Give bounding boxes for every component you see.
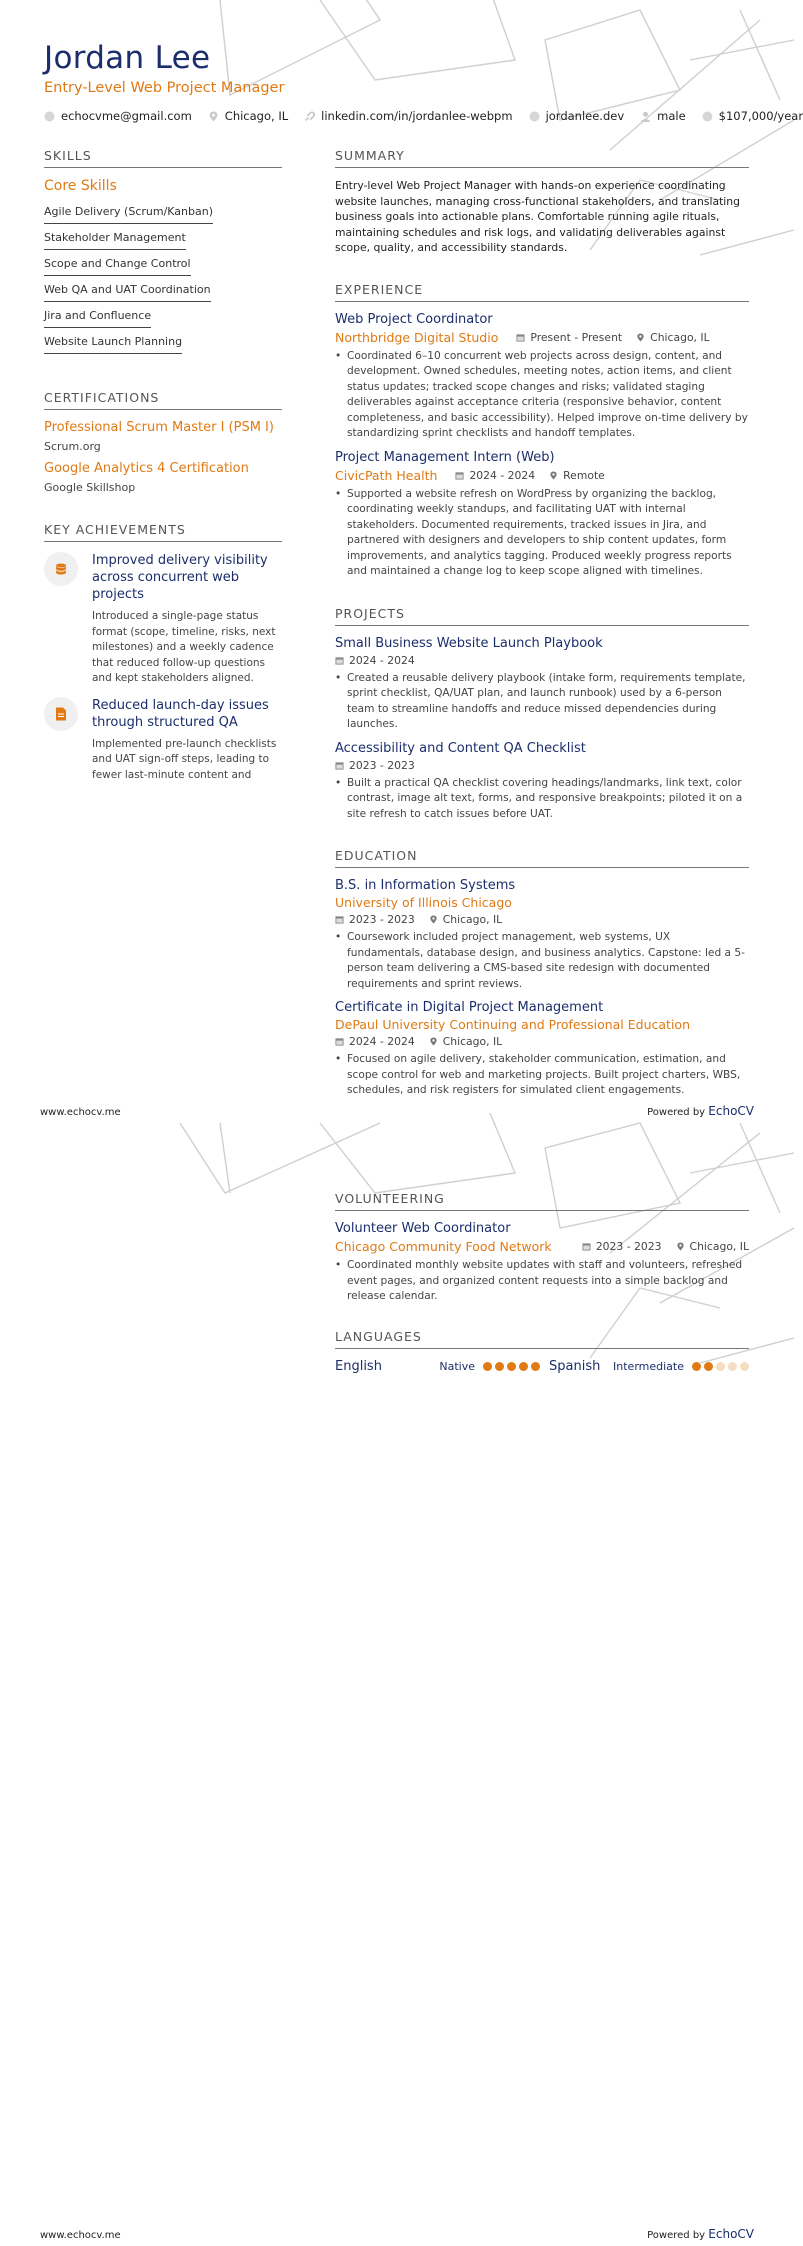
skill-item: Stakeholder Management xyxy=(44,226,186,250)
certifications-heading: CERTIFICATIONS xyxy=(44,390,282,410)
skill-item: Web QA and UAT Coordination xyxy=(44,278,211,302)
project-bullet: • Built a practical QA checklist covering headings/landmarks, link text, color contrast, image alt text, forms, and responsive breakpoints; piloted it on a site refresh to catch issues before UAT. xyxy=(335,776,749,823)
achievement-description: Implemented pre-launch checklists and UAT sign-off steps, leading to fewer last-minute content and xyxy=(92,737,277,781)
experience-title: Web Project Coordinator xyxy=(335,311,493,327)
project-item xyxy=(335,636,749,733)
certification-org: Google Skillshop xyxy=(44,481,136,494)
calendar-icon xyxy=(335,761,344,770)
rating-dot-filled xyxy=(483,1362,492,1371)
resume-page-2 xyxy=(0,1123,794,2246)
volunteering-item xyxy=(335,1221,749,1305)
education-item xyxy=(335,878,749,992)
location-icon xyxy=(208,111,219,122)
location-icon xyxy=(636,333,645,342)
certification-name: Professional Scrum Master I (PSM I) xyxy=(44,420,274,435)
language-item xyxy=(335,1359,540,1374)
experience-company: Northbridge Digital Studio xyxy=(335,329,499,345)
certification-name: Google Analytics 4 Certification xyxy=(44,461,249,476)
location-icon xyxy=(676,1242,685,1251)
rating-dot-empty xyxy=(740,1362,749,1371)
rating-dot-filled xyxy=(507,1362,516,1371)
experience-heading: EXPERIENCE xyxy=(335,282,749,302)
contact-location-text: Chicago, IL xyxy=(224,109,289,123)
rating-dot-filled xyxy=(692,1362,701,1371)
footer-powered-by: Powered by xyxy=(647,2230,706,2241)
footer-site-link[interactable]: www.echocv.me xyxy=(40,1107,121,1118)
calendar-icon xyxy=(455,471,464,480)
money-icon xyxy=(702,111,713,122)
location-icon xyxy=(429,1037,438,1046)
project-dates: 2024 - 2024 xyxy=(349,653,415,667)
location-icon xyxy=(429,915,438,924)
education-degree: Certificate in Digital Project Management xyxy=(335,1000,604,1015)
contact-salary-text: $107,000/year xyxy=(718,109,803,123)
education-degree: B.S. in Information Systems xyxy=(335,878,516,893)
project-title: Accessibility and Content QA Checklist xyxy=(335,740,586,756)
education-school: DePaul University Continuing and Professional Education xyxy=(335,1017,690,1032)
languages-list xyxy=(335,1359,749,1374)
globe-icon xyxy=(529,111,540,122)
rating-dot-filled xyxy=(531,1362,540,1371)
experience-company: CivicPath Health xyxy=(335,467,438,483)
footer-site-link[interactable]: www.echocv.me xyxy=(40,2230,121,2241)
experience-item xyxy=(335,312,749,442)
education-item xyxy=(335,1000,749,1099)
left-column xyxy=(44,148,282,793)
contact-linkedin-text: linkedin.com/in/jordanlee-webpm xyxy=(321,109,513,123)
education-heading: EDUCATION xyxy=(335,848,749,868)
calendar-icon xyxy=(335,1037,344,1046)
projects-heading: PROJECTS xyxy=(335,606,749,626)
project-dates: 2023 - 2023 xyxy=(349,758,415,772)
email-icon xyxy=(44,111,55,122)
right-column xyxy=(335,148,749,1099)
education-dates: 2023 - 2023 xyxy=(349,913,415,926)
education-school: University of Illinois Chicago xyxy=(335,895,512,910)
volunteering-dates: 2023 - 2023 xyxy=(595,1240,662,1253)
achievement-title: Reduced launch-day issues through structured QA xyxy=(92,697,269,730)
contact-website-text: jordanlee.dev xyxy=(545,109,625,123)
achievements-heading: KEY ACHIEVEMENTS xyxy=(44,522,282,542)
experience-bullet: • Coordinated 6–10 concurrent web projects across design, content, and development. Owned schedules, meeting notes, action items, and client status updates; tracked scope changes and risks; validated staging deliverables against acceptance criteria (responsive behavior, content completeness, and basic accessibility). Helped improve on-time delivery by standardizing sprint checklists and handoff templates. xyxy=(335,349,749,442)
summary-text: Entry-level Web Project Manager with hands-on experience coordinating website launches, managing cross-functional stakeholders, and translating business goals into actionable plans. Comfortable running agile rituals, maintaining schedules and risk logs, and validating deliverables against scope, quality, and accessibility standards. xyxy=(335,179,740,254)
contact-website[interactable] xyxy=(529,109,625,123)
achievement-title: Improved delivery visibility across concurrent web projects xyxy=(92,553,268,602)
education-bullet: • Focused on agile delivery, stakeholder communication, estimation, and scope control for web and marketing projects. Built project charters, WBS, schedules, and risk registers for simulated client engagements. xyxy=(335,1052,749,1099)
rating-dot-filled xyxy=(495,1362,504,1371)
contact-bar xyxy=(44,109,803,123)
education-dates: 2024 - 2024 xyxy=(349,1035,415,1048)
volunteering-org: Chicago Community Food Network xyxy=(335,1239,552,1254)
footer-brand[interactable]: EchoCV xyxy=(708,2227,754,2241)
contact-linkedin[interactable] xyxy=(304,109,512,123)
project-item xyxy=(335,741,749,823)
document-icon xyxy=(44,697,78,731)
right-column-page-2 xyxy=(335,1191,749,1374)
education-location: Chicago, IL xyxy=(442,1035,503,1048)
achievement-item xyxy=(44,552,282,687)
languages-heading: LANGUAGES xyxy=(335,1329,749,1349)
contact-gender xyxy=(640,109,686,123)
skills-heading: SKILLS xyxy=(44,148,282,168)
calendar-icon xyxy=(335,656,344,665)
page-footer xyxy=(40,1104,754,1118)
candidate-name: Jordan Lee xyxy=(44,40,211,76)
education-location: Chicago, IL xyxy=(442,913,503,926)
person-icon xyxy=(640,111,651,122)
achievement-item xyxy=(44,697,282,784)
skill-item: Agile Delivery (Scrum/Kanban) xyxy=(44,200,213,224)
education-bullet: • Coursework included project management, web systems, UX fundamentals, database design, and business analytics. Capstone: led a 5-person team delivering a CMS-based site redesign with documented requirements and sprint reviews. xyxy=(335,930,749,992)
language-level: Native xyxy=(439,1359,475,1373)
experience-item xyxy=(335,450,749,580)
contact-salary xyxy=(702,109,803,123)
volunteering-heading: VOLUNTEERING xyxy=(335,1191,749,1211)
experience-location: Remote xyxy=(563,468,605,482)
rating-dot-empty xyxy=(716,1362,725,1371)
skill-item: Jira and Confluence xyxy=(44,304,151,328)
calendar-icon xyxy=(516,333,525,342)
calendar-icon xyxy=(335,915,344,924)
language-name: English xyxy=(335,1358,382,1374)
project-bullet: • Created a reusable delivery playbook (intake form, requirements template, sprint checklist, QA/UAT plan, and launch runbook) used by a 6-person team to streamline handoffs and reduce missed dependencies during launches. xyxy=(335,671,749,733)
summary-heading: SUMMARY xyxy=(335,148,749,168)
location-icon xyxy=(549,471,558,480)
experience-location: Chicago, IL xyxy=(650,330,710,344)
volunteering-location: Chicago, IL xyxy=(689,1240,749,1253)
rating-dot-filled xyxy=(519,1362,528,1371)
achievement-description: Introduced a single-page status format (scope, timeline, risks, next milestones) and a weekly cadence that reduced follow-up questions and kept stakeholders aligned. xyxy=(92,610,276,684)
database-icon xyxy=(44,552,78,586)
skills-group-title: Core Skills xyxy=(44,178,117,194)
experience-dates: 2024 - 2024 xyxy=(469,468,536,482)
experience-bullet: • Supported a website refresh on WordPress by organizing the backlog, coordinating weekly standups, and facilitating UAT with internal stakeholders. Documented requirements, tracked issues in Jira, and partnered with designers and developers to ship content updates, form improvements, and analytics tagging. Produced weekly progress reports and maintained a change log to keep scope aligned with timelines. xyxy=(335,487,749,580)
calendar-icon xyxy=(582,1242,591,1251)
contact-location xyxy=(208,109,288,123)
rating-dot-filled xyxy=(704,1362,713,1371)
language-name: Spanish xyxy=(549,1358,601,1374)
footer-brand[interactable]: EchoCV xyxy=(708,1104,754,1118)
skill-item: Website Launch Planning xyxy=(44,330,182,354)
footer-powered-by: Powered by xyxy=(647,1107,706,1118)
skill-item: Scope and Change Control xyxy=(44,252,191,276)
candidate-title: Entry-Level Web Project Manager xyxy=(44,80,285,96)
volunteering-title: Volunteer Web Coordinator xyxy=(335,1221,511,1236)
language-item xyxy=(549,1359,749,1374)
language-level: Intermediate xyxy=(613,1359,684,1373)
certification-org: Scrum.org xyxy=(44,440,101,453)
experience-dates: Present - Present xyxy=(530,330,623,344)
contact-email[interactable] xyxy=(44,109,192,123)
language-rating xyxy=(692,1362,749,1371)
contact-email-text: echocvme@gmail.com xyxy=(61,109,192,123)
experience-title: Project Management Intern (Web) xyxy=(335,449,555,465)
link-icon xyxy=(304,111,315,122)
rating-dot-empty xyxy=(728,1362,737,1371)
page-footer xyxy=(40,2227,754,2241)
language-rating xyxy=(483,1362,540,1371)
volunteering-bullet: • Coordinated monthly website updates with staff and volunteers, refreshed event pages, and organized content requests into a simple backlog and release calendar. xyxy=(335,1258,749,1305)
contact-gender-text: male xyxy=(657,109,686,123)
project-title: Small Business Website Launch Playbook xyxy=(335,635,603,651)
